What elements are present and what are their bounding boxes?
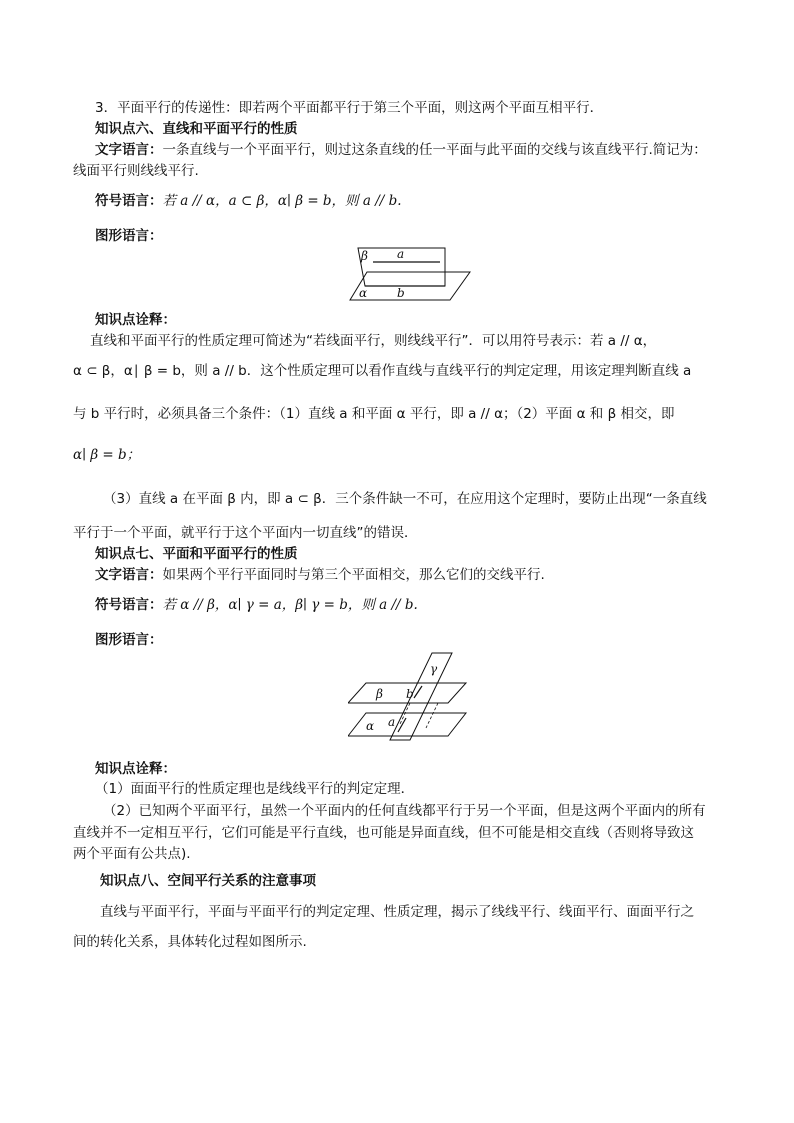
section-8-heading: 知识点八、空间平行关系的注意事项 <box>100 873 316 889</box>
fig6-label-b: b <box>397 286 405 300</box>
item-3-text: 3．平面平行的传递性：即若两个平面都平行于第三个平面，则这两个平面互相平行． <box>95 100 604 116</box>
s7-text-label: 文字语言： <box>95 567 163 583</box>
s6-symbol-expr: 若 a // α，a ⊂ β，α∣ β = b，则 a // b. <box>162 193 402 209</box>
s7-expl-line4: 两个平面有公共点). <box>73 846 191 862</box>
s6-text-language <box>95 141 707 159</box>
fig7-label-alpha: α <box>366 719 375 733</box>
s7-expl-line3: 直线并不一定相互平行，它们可能是平行直线，也可能是异面直线，但不可能是相交直线（否则将导致这 <box>73 825 694 841</box>
fig7-label-a: a <box>388 715 396 729</box>
s8-line1: 直线与平面平行，平面与平面平行的判定定理、性质定理，揭示了线线平行、线面平行、面面平行之 <box>100 904 694 920</box>
s8-line2: 间的转化关系，具体转化过程如图所示. <box>73 934 307 950</box>
fig6-label-a: a <box>397 247 405 261</box>
s7-symbol-language <box>95 596 418 614</box>
s6-explanation-label: 知识点诠释： <box>95 312 176 328</box>
s6-expl-line6: 平行于一个平面，就平行于这个平面内一切直线”的错误． <box>73 525 418 541</box>
fig7-label-beta: β <box>376 687 383 701</box>
s6-text-line2: 线面平行则线线平行. <box>73 163 199 179</box>
fig6-label-alpha: α <box>359 286 368 300</box>
s7-symbol-expr: 若 α // β，α∣ γ = a，β∣ γ = b，则 a // b. <box>162 597 418 613</box>
s6-expl-line2: α ⊂ β，α∣ β = b，则 a // b．这个性质定理可以看作直线与直线平行的判定定理，用该定理判断直线 a <box>73 363 692 379</box>
s6-text-line1: 一条直线与一个平面平行，则过这条直线的任一平面与此平面的交线与该直线平行.简记为： <box>162 142 707 158</box>
section-6-heading: 知识点六、直线和平面平行的性质 <box>95 121 298 137</box>
fig6-label-beta: β <box>361 249 368 263</box>
s6-symbol-label: 符号语言： <box>95 193 163 209</box>
s7-expl-line1: （1）面面平行的性质定理也是线线平行的判定定理． <box>95 781 415 797</box>
s6-expl-line1: 直线和平面平行的性质定理可简述为“若线面平行，则线线平行”．可以用符号表示：若 a // α， <box>90 333 657 349</box>
section-7-heading: 知识点七、平面和平面平行的性质 <box>95 546 298 562</box>
s7-explanation-label: 知识点诠释： <box>95 761 176 777</box>
s6-symbol-language <box>95 192 402 210</box>
figure-plane-plane-parallel <box>348 648 473 743</box>
s7-expl-line2: （2）已知两个平面平行，虽然一个平面内的任何直线都平行于另一个平面，但是这两个平面内的所有 <box>103 803 706 819</box>
s6-expl-line3: 与 b 平行时，必须具备三个条件：（1）直线 a 和平面 α 平行，即 a // α；（2）平面 α 和 β 相交，即 <box>73 406 675 422</box>
figure-line-plane-parallel <box>345 240 475 305</box>
s6-figure-label: 图形语言： <box>95 228 163 244</box>
s6-expl-line4: α∣ β = b； <box>73 447 141 463</box>
fig7-label-b: b <box>406 687 414 701</box>
s7-figure-label: 图形语言： <box>95 632 163 648</box>
s7-symbol-label: 符号语言： <box>95 597 163 613</box>
s7-text-body: 如果两个平行平面同时与第三个平面相交，那么它们的交线平行. <box>162 567 545 583</box>
s6-text-label: 文字语言： <box>95 142 163 158</box>
fig7-label-gamma: γ <box>430 662 438 676</box>
s6-expl-line5: （3）直线 a 在平面 β 内，即 a ⊂ β．三个条件缺一不可，在应用这个定理时，要防止出现“一条直线 <box>103 491 707 507</box>
s7-text-language <box>95 566 545 584</box>
